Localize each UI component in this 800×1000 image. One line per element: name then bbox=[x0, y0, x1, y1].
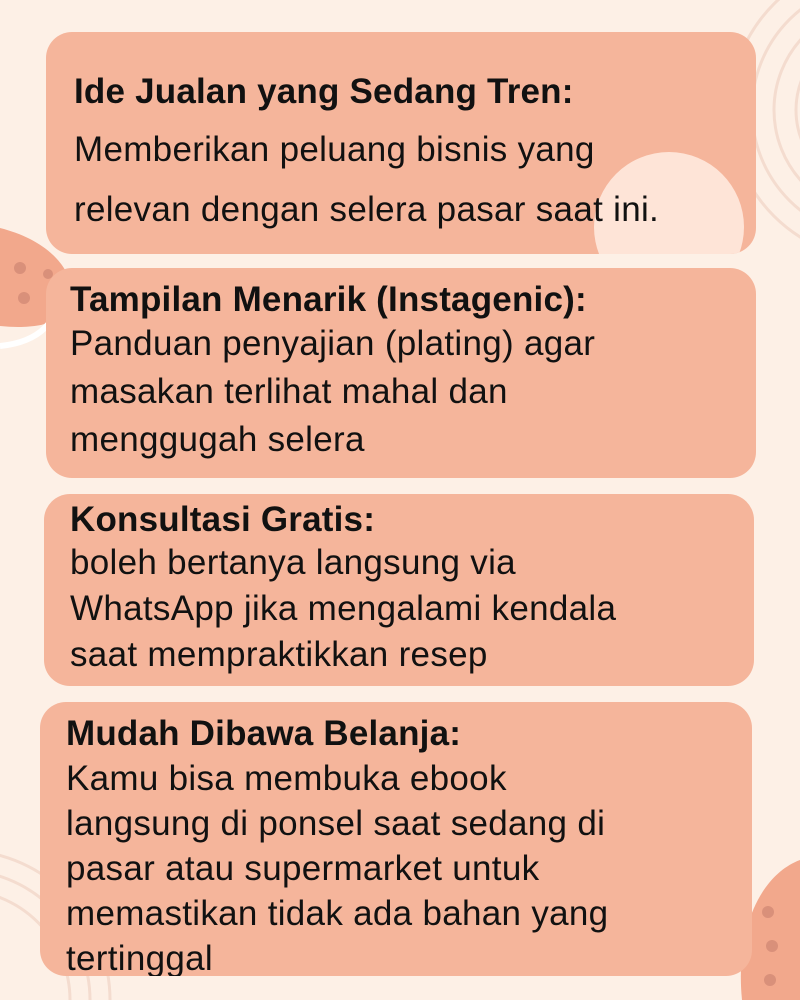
feature-description-line: tertinggal bbox=[66, 939, 213, 976]
feature-card-trending-ideas bbox=[46, 32, 756, 254]
feature-description bbox=[74, 120, 756, 240]
feature-description-line: pasar atau supermarket untuk bbox=[66, 849, 540, 888]
feature-description bbox=[66, 756, 752, 976]
feature-title: Mudah Dibawa Belanja: bbox=[66, 714, 462, 753]
feature-title: Tampilan Menarik (Instagenic): bbox=[70, 280, 587, 319]
feature-description-line: Memberikan peluang bisnis yang bbox=[74, 130, 595, 169]
feature-card-instagenic bbox=[46, 268, 756, 478]
feature-card-free-consultation bbox=[44, 494, 754, 686]
feature-description bbox=[70, 540, 754, 678]
feature-title: Ide Jualan yang Sedang Tren: bbox=[74, 72, 574, 111]
feature-description-line: langsung di ponsel saat sedang di bbox=[66, 804, 606, 843]
feature-description-line: Kamu bisa membuka ebook bbox=[66, 759, 507, 798]
feature-card-shopping-friendly bbox=[40, 702, 752, 976]
feature-description bbox=[70, 320, 756, 464]
feature-title: Konsultasi Gratis: bbox=[70, 500, 376, 539]
feature-description-line: WhatsApp jika mengalami kendala bbox=[70, 589, 617, 628]
feature-description-line: relevan dengan selera pasar saat ini. bbox=[74, 190, 660, 229]
feature-description-line: menggugah selera bbox=[70, 420, 365, 459]
feature-description-line: memastikan tidak ada bahan yang bbox=[66, 894, 609, 933]
feature-description-line: Panduan penyajian (plating) agar bbox=[70, 324, 596, 363]
feature-description-line: saat mempraktikkan resep bbox=[70, 635, 488, 674]
feature-description-line: masakan terlihat mahal dan bbox=[70, 372, 508, 411]
feature-description-line: boleh bertanya langsung via bbox=[70, 543, 516, 582]
